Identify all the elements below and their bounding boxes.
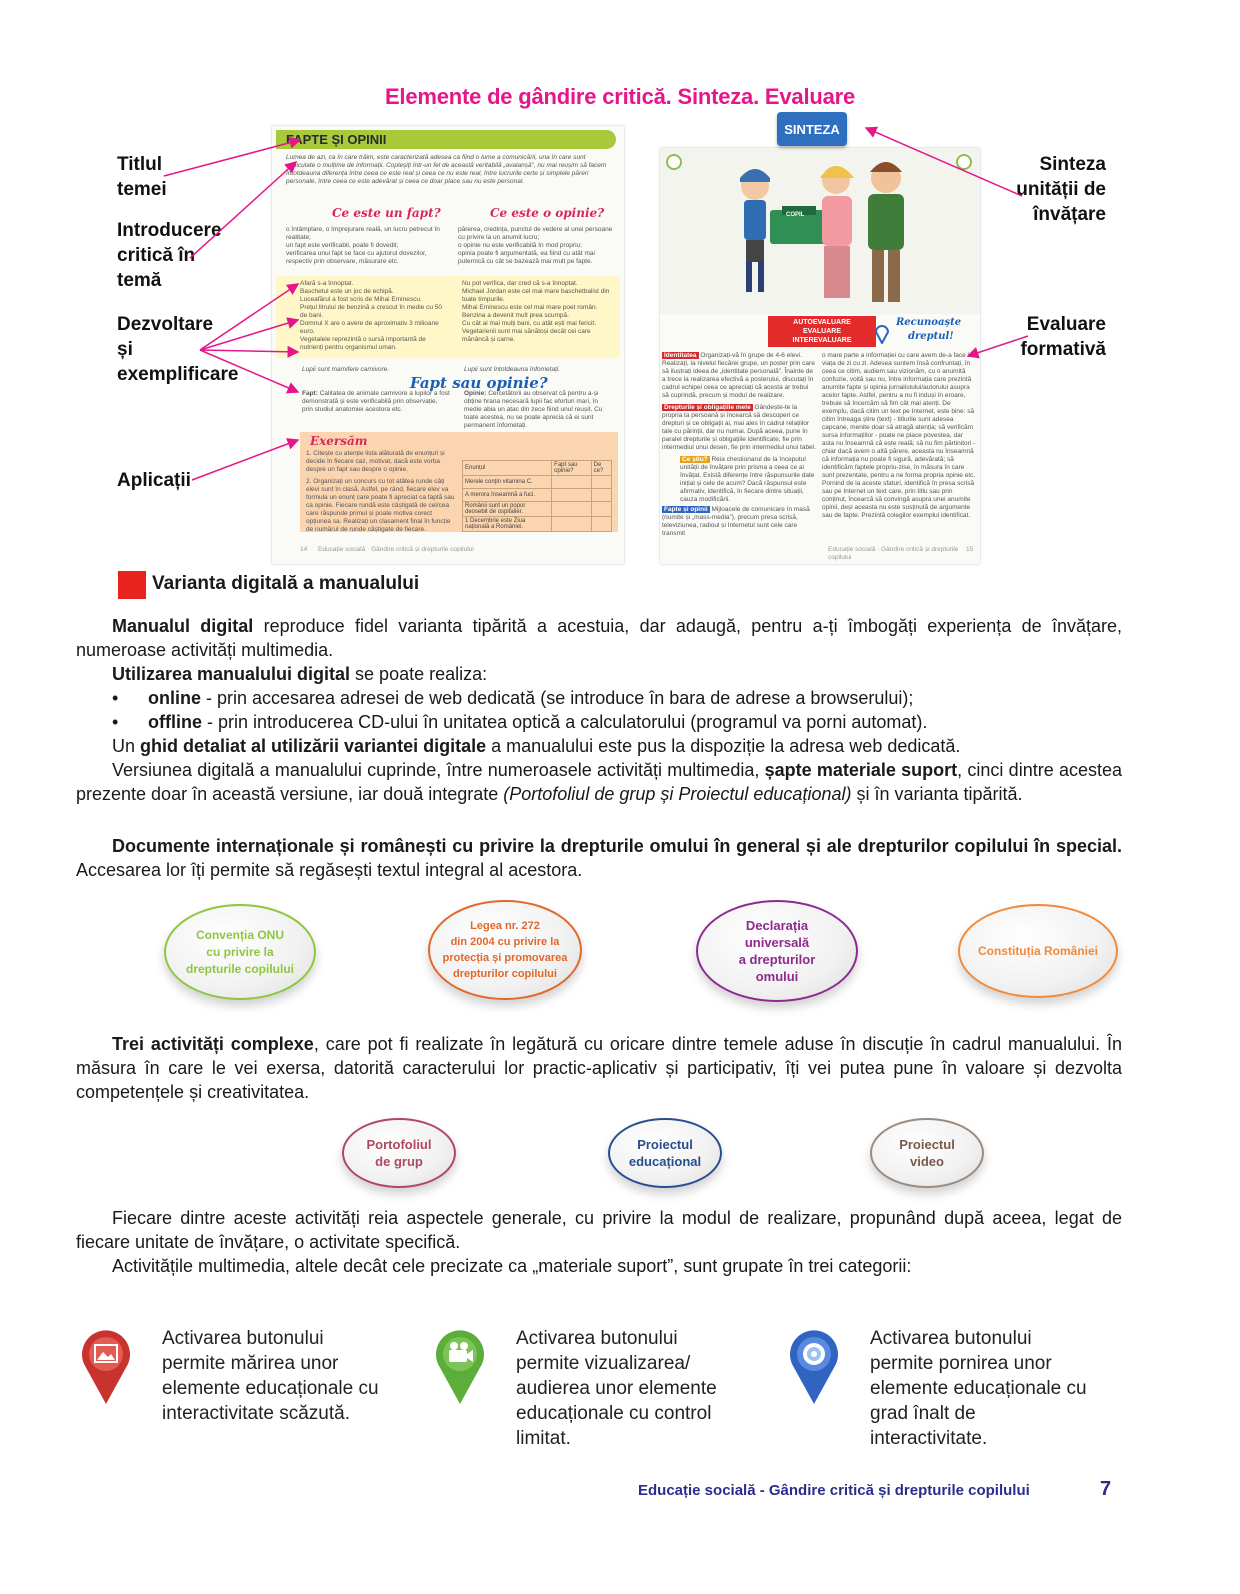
left-page-number: 14 — [300, 546, 308, 553]
document-constitutia[interactable]: Constituția României — [958, 904, 1118, 998]
location-pin-icon — [874, 322, 890, 344]
exercise-box — [300, 432, 618, 532]
identitatea-block: Identitatea Organizați-vă în grupe de 4-6 elevi. Realizați, la nivelul fiecărei grupe, un poster prin care să ilustrați ideea de „identitate personală”. Înainte de a trece la realizarea efectivă a posterului, discutați în cadrul echipei ceea ce apreciați că acesta ar trebui să cuprindă, precum și modul de realizare. — [662, 352, 815, 399]
video-camera-icon[interactable] — [434, 1326, 486, 1406]
fapt-explanation: Fapt: Calitatea de animale carnivore a lupilor a fost demonstrată și este verificabilă prin observație, prin studiul anatomiei acestora etc. — [302, 390, 450, 413]
paragraph-manual-digital: Manualul digital reproduce fidel varianta tipărită a acestuia, dar adaugă, pentru a-ți îmbogăți experiența de învățare, numeroase activități multimedia. — [76, 616, 1122, 660]
sinteza-button[interactable]: SINTEZA — [777, 112, 847, 146]
document-declaratia-universala[interactable]: Declarația universală a drepturilor omului — [696, 900, 858, 1002]
examples-box — [276, 276, 620, 358]
section-heading: Varianta digitală a manualului — [152, 573, 420, 594]
right-column-text: o mare parte a informației cu care avem de-a face în viața de zi cu zi. Adesea suntem însă confruntați, în ceea ce citim, audiem sau vizionăm, cu o anumită confuzie, voită sau nu, între informația care prezintă anumite fapte și opinia jurnalistului/autorului asupra acelor fapte. Astfel, pentru a nu fi induși în eroare, trebuie să încercăm să fim cât mai atenți. De exemplu, dacă citim un text pe Internet, este bine: să citim întreaga știre (text) - titlurile sunt adesea capcane, menite doar să atragă atenția; să verificăm sursa informațiilor - poate ne place povestea, dar asta nu înseamnă că este reală; să nu fim părtinitori - chiar dacă avem o altă părere, aceasta nu înseamnă că informația nu poate fi sigură, adevărată; să identificăm faptele propriu-zise, în măsura în care sunt prezentate, pentru a ne forma propria opinie etc. Pornind de la aceste sfaturi, identifică în presa scrisă sau pe Internet un text care, prin titlu sau prin conținut, încearcă să convingă asupra unei anumite opinii, deși aceasta nu este susținută de argumente sau de fapte. Prezintă colegilor exemplul identificat. — [822, 352, 976, 519]
exercise-table: Enunțul Fapt sau opinie? De ce? Merele conțin vitamina C. A merora înseamnă a fuci. Românii sunt un popor deosebit de ospitalier. 1 Decembrie este Ziua națională a României. — [462, 460, 612, 532]
category-high-interactivity-text: Activarea butonului permite pornirea unor elemente educaționale cu grad înalt de interactivitate. — [870, 1328, 1087, 1449]
opinion-points: părerea, credința, punctul de vedere al unei persoane cu privire la un anumit lucru; o opinie nu este verificabilă în mod propriu; opinia poate fi argumentată, ea fiind cu atât mai puternică cu cât se bazează mai mult pe fapte. — [458, 226, 613, 265]
activity-proiectul-video[interactable]: Proiectul video — [870, 1118, 984, 1188]
examples-left: Afară s-a înnoptat. Baschetul este un joc de echipă. Luceafărul a fost scris de Mihai Eminescu. Prețul litrului de benzină a crescut în medie cu 50 de bani. Domnul X are o avere de aproximativ 3 milioane euro. Vegetalele reprezintă o sursă importantă de nutrienți pentru organismul uman. — [300, 280, 442, 351]
heading-exersam: Exersăm — [310, 434, 368, 448]
callout-titlul-temei: Titlul temei — [117, 154, 167, 200]
spread-right-page — [660, 148, 980, 564]
paragraph-ghid: Un ghid detaliat al utilizării variantei digitale a manualului este pus la dispoziție la adresa web dedicată. — [112, 736, 961, 756]
section-marker — [118, 571, 146, 599]
lupii-fact: Lupii sunt mamifere carnivore. — [302, 366, 390, 373]
recunoaste-dreptul: Recunoaște dreptul! — [896, 317, 962, 342]
spread-left-header: FAPTE ȘI OPINII — [276, 130, 616, 149]
activity-proiectul-educational[interactable]: Proiectul educațional — [608, 1118, 722, 1188]
spread-left-intro: Lumea de azi, ca în care trăim, este caracterizată adesea ca fiind o lume a comunicării, una în care sunt vehiculate o mulțime de informații. Copleșiți într-un fel de această veritabilă „avalanșă”, nu mai reușim să facem întotdeauna diferența între ceea ce este real și ceea ce nu este real, între lucrurile certe și simplele păreri personale, între ceea ce este adevărat și ceea ce doar place sau nu este personal. — [286, 154, 607, 185]
fapte-block: Fapte și opinii Mijloacele de comunicare în masă (numite și „mass-media”), precum presa scrisă, televiziunea, radioul și Internetul sunt cele care transmit — [662, 506, 810, 537]
lupii-opinion: Lupii sunt întotdeauna înfometați. — [464, 366, 561, 373]
spread-left-page — [272, 126, 624, 564]
left-page-footer: Educație socială · Gândire critică și drepturile copilului — [318, 546, 474, 553]
heading-fact-or-opinion: Fapt sau opinie? — [410, 374, 548, 392]
heading-what-is-opinion: Ce este o opinie? — [490, 206, 605, 220]
category-low-interactivity-text: Activarea butonului permite mărirea unor elemente educaționale cu interactivitate scăzută. — [162, 1328, 379, 1424]
drepturi-block: Drepturile și obligațiile mele Gândește-te la propria ta persoană și încearcă să descoperi ce drepturi și ce obligații ai, mai ales în cadrul relațiilor tale cu părinții, dar nu numai. După aceea, pune în paralel drepturile și obligațiile identificate, fie prin intermediul unui desen, fie prin intermediul unui tabel. — [662, 404, 816, 451]
interactive-icon[interactable] — [788, 1326, 840, 1406]
exercise-1: 1. Citește cu atenție lista alăturată de enunțuri și decide în fiecare caz, motivat, dacă este vorba despre un fapt sau despre o opinie. — [306, 450, 445, 473]
document-conventia-onu[interactable]: Convenția ONU cu privire la drepturile copilului — [164, 904, 316, 1000]
document-legea-272[interactable]: Legea nr. 272 din 2004 cu privire la protecția și promovarea drepturilor copilului — [428, 900, 582, 1000]
paragraph-documente: Documente internaționale și românești cu privire la drepturile omului în general și ale drepturilor copilului în special. Accesarea lor îți permite să regăsești textul integral al acestora. — [76, 836, 1122, 880]
sinteza-illustration — [660, 148, 980, 314]
callout-introducere: Introducere critică în temă — [117, 220, 222, 291]
footer-text: Educație socială - Gândire critică și drepturile copilului — [638, 1482, 1030, 1499]
paragraph-fiecare-activitate: Fiecare dintre aceste activități reia aspectele generale, cu privire la modul de realizare, propunând după aceea, legat de fiecare unitate de învățare, o activitate specifică. — [76, 1208, 1122, 1252]
examples-right: Nu pot verifica, dar cred că s-a înnoptat. Michael Jordan este cel mai mare baschetbalist din toate timpurile. Mihai Eminescu este cel mai mare poet român. Benzina a devenit mult prea scumpă. Cu cât ai mai mulți bani, cu atât ești mai fericit. Vegetarienii sunt mai sănătoși decât cei care mănâncă și carne. — [462, 280, 610, 343]
category-limited-control-text: Activarea butonului permite vizualizarea/ audierea unor elemente educaționale cu control limitat. — [516, 1328, 717, 1449]
right-page-footer: Educație socială · Gândire critică și drepturile copilului — [828, 546, 959, 561]
callout-dezvoltare: Dezvoltare și exemplificare — [117, 314, 239, 385]
fact-points: o întâmplare, o împrejurare reală, un lucru petrecut în realitate; un fapt este verificabil, poate fi dovedit; verificarea unui fapt se face cu ajutorul dovezilor, respectiv prin observare, măsurare etc. — [286, 226, 440, 265]
bullet-offline: • offline - prin introducerea CD-ului în unitatea optică a calculatorului (programul va porni automat). — [112, 712, 928, 732]
heading-what-is-fact: Ce este un fapt? — [332, 206, 441, 220]
right-page-number: 15 — [966, 546, 974, 553]
copil-sign: COPIL — [786, 212, 805, 218]
page-title: Elemente de gândire critică. Sinteza. Evaluare — [384, 84, 856, 109]
callout-sinteza-unitatii: Sinteza unității de învățare — [1016, 154, 1106, 225]
autoevaluare-banner: AUTOEVALUARE EVALUARE INTEREVALUARE — [768, 316, 876, 347]
exercise-2: 2. Organizați un concurs cu tot atâtea runde câți elevi sunt în clasă. Astfel, pe rând, fiecare elev va formula un enunț care poate fi apreciat ca faptă sau ca opinie. Fiecare rundă este câștigată de cel/cea care răspunde primul și poate motiva corect opțiunea sa. Realizați un clasament final în funcție de numărul de runde câștigate de fiecare. — [306, 478, 455, 533]
paragraph-utilizare: Utilizarea manualului digital se poate realiza: — [112, 664, 488, 684]
callout-evaluare-formativa: Evaluare formativă — [1020, 314, 1106, 360]
paragraph-categorii: Activitățile multimedia, altele decât cele precizate ca „materiale suport”, sunt grupate în trei categorii: — [112, 1256, 912, 1276]
paragraph-versiunea: Versiunea digitală a manualului cuprinde, între numeroasele activități multimedia, șapte materiale suport, cinci dintre acestea prezente doar în această versiune, iar două integrate (Portofoliul de grup și Proiectul educațional) și în varianta tipărită. — [76, 760, 1122, 804]
image-icon[interactable] — [80, 1326, 132, 1406]
opinie-explanation: Opinie: Cercetătorii au observat că pentru a-și obține hrana necesară lupii fac eforturi mari, în medie abia un atac din zece fiind unul reușit. Cu toate acestea, nu se poate aprecia că ei sunt permanent înfometați. — [464, 390, 603, 429]
paragraph-activitati-complexe: Trei activități complexe, care pot fi realizate în legătură cu oricare dintre temele aduse în discuție în cadrul manualului. În măsura în care le vei exersa, datorită caracterului lor practic-aplicativ și participativ, îți vei putea pune în valoare și dezvolta competențele și creativitatea. — [76, 1034, 1122, 1102]
ce-stiu-block: Ce știu? Reia chestionarul de la începutul unității de învățare prin prisma a ceea ce ai învățat. Există diferențe între răspunsurile date inițial și cele de acum? Dacă răspunsul este afirmativ, identifică, în fiecare dintre situații, cauza modificării. — [680, 456, 815, 503]
bullet-online: • online - prin accesarea adresei de web dedicată (se introduce în bara de adrese a browserului); — [112, 688, 914, 708]
page-number: 7 — [1100, 1478, 1112, 1500]
callout-aplicatii: Aplicații — [117, 470, 191, 491]
activity-portofoliul-de-grup[interactable]: Portofoliul de grup — [342, 1118, 456, 1188]
